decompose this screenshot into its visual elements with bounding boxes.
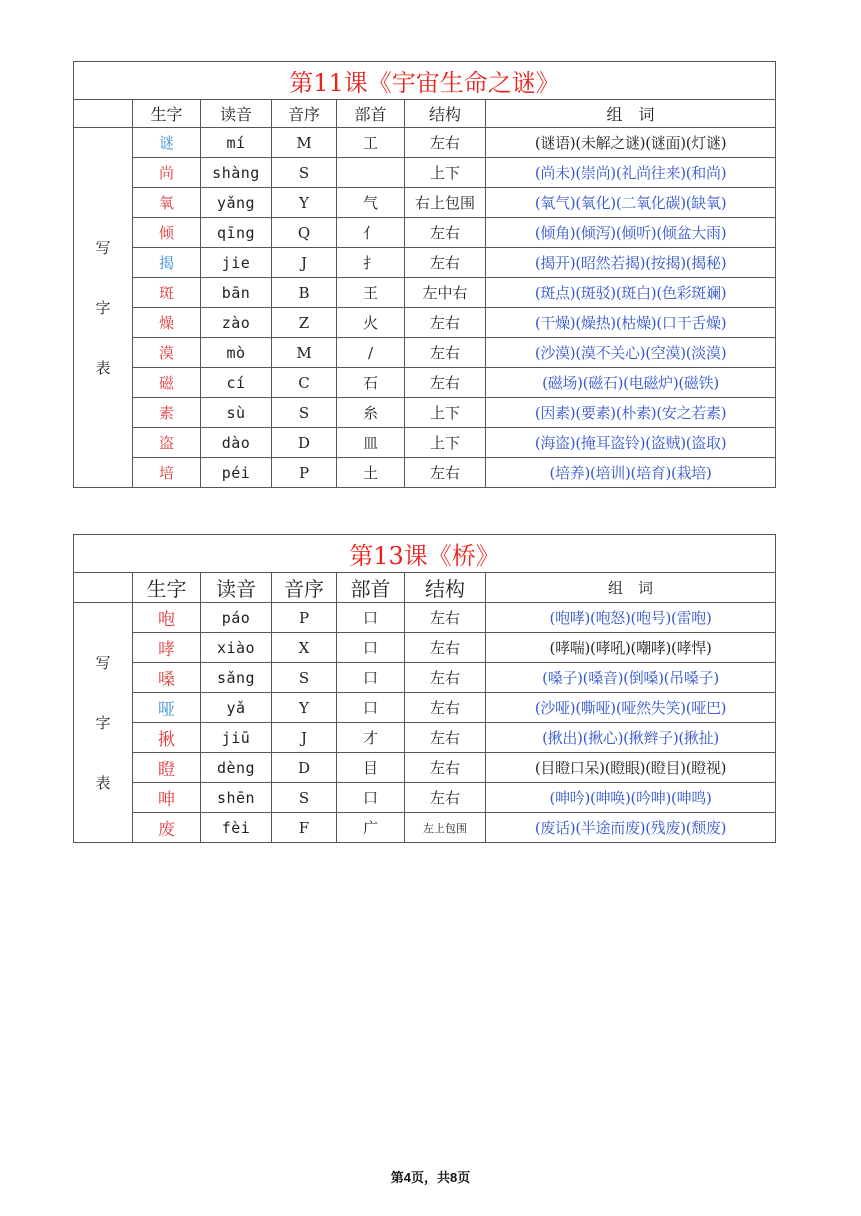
header-order: 音序 (272, 573, 337, 603)
pinyin-cell: zào (201, 308, 272, 338)
radical-cell: 糸 (337, 398, 405, 428)
pinyin-cell: bān (201, 278, 272, 308)
structure-cell: 上下 (405, 158, 486, 188)
pinyin-cell: mò (201, 338, 272, 368)
pinyin-cell: yǎng (201, 188, 272, 218)
words-cell: (因素)(要素)(朴素)(安之若素) (486, 398, 776, 428)
table-row (74, 398, 776, 428)
order-cell: Q (272, 218, 337, 248)
header-pinyin: 读音 (201, 100, 272, 128)
words-cell: (倾角)(倾泻)(倾听)(倾盆大雨) (486, 218, 776, 248)
radical-cell: 王 (337, 278, 405, 308)
table-row (74, 633, 776, 663)
lesson-title: 第11课《宇宙生命之谜》 (74, 62, 776, 100)
header-structure: 结构 (405, 100, 486, 128)
order-cell: Z (272, 308, 337, 338)
structure-cell: 左右 (405, 693, 486, 723)
table-row (74, 368, 776, 398)
header-char: 生字 (133, 100, 201, 128)
side-label-char: 字 (95, 298, 111, 317)
pinyin-cell: shēn (201, 783, 272, 813)
pinyin-cell: dào (201, 428, 272, 458)
radical-cell: 口 (337, 693, 405, 723)
table-row (74, 158, 776, 188)
pinyin-cell: jiū (201, 723, 272, 753)
header-pinyin: 读音 (201, 573, 272, 603)
table-row (74, 248, 776, 278)
pinyin-cell: xiào (201, 633, 272, 663)
table-row (74, 428, 776, 458)
char-cell: 咆 (133, 603, 201, 633)
radical-cell: 工 (337, 128, 405, 158)
order-cell: B (272, 278, 337, 308)
words-cell: (谜语)(未解之谜)(谜面)(灯谜) (486, 128, 776, 158)
side-label-char: 表 (95, 773, 111, 792)
structure-cell: 左右 (405, 723, 486, 753)
side-label (74, 603, 133, 843)
structure-cell: 左右 (405, 308, 486, 338)
radical-cell: 石 (337, 368, 405, 398)
side-label (74, 128, 133, 488)
structure-cell: 左右 (405, 128, 486, 158)
table-row (74, 218, 776, 248)
structure-cell: 左右 (405, 603, 486, 633)
header-structure: 结构 (405, 573, 486, 603)
char-cell: 漠 (133, 338, 201, 368)
structure-cell: 左右 (405, 248, 486, 278)
pinyin-cell: jie (201, 248, 272, 278)
words-cell: (揭开)(昭然若揭)(按揭)(揭秘) (486, 248, 776, 278)
pinyin-cell: shàng (201, 158, 272, 188)
words-cell: (嗓子)(嗓音)(倒嗓)(吊嗓子) (486, 663, 776, 693)
char-cell: 尚 (133, 158, 201, 188)
pinyin-cell: mí (201, 128, 272, 158)
char-cell: 倾 (133, 218, 201, 248)
char-cell: 哑 (133, 693, 201, 723)
table-row (74, 663, 776, 693)
header-words: 组 词 (486, 100, 776, 128)
words-cell: (废话)(半途而废)(残废)(颓废) (486, 813, 776, 843)
order-cell: F (272, 813, 337, 843)
char-cell: 哮 (133, 633, 201, 663)
header-blank (74, 100, 133, 128)
side-label-char: 写 (95, 653, 111, 672)
words-cell: (沙漠)(漠不关心)(空漠)(淡漠) (486, 338, 776, 368)
order-cell: Y (272, 188, 337, 218)
order-cell: M (272, 338, 337, 368)
table-row (74, 188, 776, 218)
char-cell: 磁 (133, 368, 201, 398)
order-cell: S (272, 158, 337, 188)
table-row (74, 693, 776, 723)
table-row (74, 603, 776, 633)
page-footer: 第4页，共8页 (390, 1170, 471, 1185)
side-label-char: 字 (95, 713, 111, 732)
header-row (74, 573, 776, 603)
table-body (74, 128, 776, 488)
structure-cell: 左右 (405, 338, 486, 368)
table-row (74, 753, 776, 783)
header-radical: 部首 (337, 100, 405, 128)
structure-cell: 左右 (405, 633, 486, 663)
order-cell: P (272, 458, 337, 488)
structure-cell: 左中右 (405, 278, 486, 308)
radical-cell: 土 (337, 458, 405, 488)
table-row (74, 128, 776, 158)
header-char: 生字 (133, 573, 201, 603)
order-cell: D (272, 753, 337, 783)
words-cell: (斑点)(斑驳)(斑白)(色彩斑斓) (486, 278, 776, 308)
table-row (74, 813, 776, 843)
order-cell: Y (272, 693, 337, 723)
header-radical: 部首 (337, 573, 405, 603)
table-row (74, 783, 776, 813)
char-cell: 揪 (133, 723, 201, 753)
structure-cell: 左右 (405, 458, 486, 488)
structure-cell: 左上包围 (405, 813, 486, 843)
table-row (74, 458, 776, 488)
radical-cell: 才 (337, 723, 405, 753)
words-cell: (沙哑)(嘶哑)(哑然失笑)(哑巴) (486, 693, 776, 723)
radical-cell: 火 (337, 308, 405, 338)
char-cell: 素 (133, 398, 201, 428)
order-cell: J (272, 723, 337, 753)
order-cell: S (272, 663, 337, 693)
header-blank (74, 573, 133, 603)
char-cell: 谜 (133, 128, 201, 158)
radical-cell (337, 158, 405, 188)
structure-cell: 左右 (405, 663, 486, 693)
structure-cell: 上下 (405, 428, 486, 458)
table-row (74, 278, 776, 308)
char-cell: 嗓 (133, 663, 201, 693)
char-cell: 废 (133, 813, 201, 843)
table-row (74, 723, 776, 753)
order-cell: M (272, 128, 337, 158)
char-cell: 揭 (133, 248, 201, 278)
order-cell: P (272, 603, 337, 633)
char-cell: 培 (133, 458, 201, 488)
order-cell: D (272, 428, 337, 458)
words-cell: (呻吟)(呻唤)(吟呻)(呻鸣) (486, 783, 776, 813)
pinyin-cell: páo (201, 603, 272, 633)
radical-cell: 口 (337, 633, 405, 663)
header-order: 音序 (272, 100, 337, 128)
radical-cell: / (337, 338, 405, 368)
radical-cell: 亻 (337, 218, 405, 248)
order-cell: X (272, 633, 337, 663)
header-row (74, 100, 776, 128)
radical-cell: 广 (337, 813, 405, 843)
structure-cell: 左右 (405, 218, 486, 248)
table-body (74, 603, 776, 843)
words-cell: (海盗)(掩耳盗铃)(盗贼)(盗取) (486, 428, 776, 458)
char-cell: 盗 (133, 428, 201, 458)
pinyin-cell: fèi (201, 813, 272, 843)
pinyin-cell: qīng (201, 218, 272, 248)
char-cell: 瞪 (133, 753, 201, 783)
words-cell: (咆哮)(咆怒)(咆号)(雷咆) (486, 603, 776, 633)
pinyin-cell: péi (201, 458, 272, 488)
table-row (74, 308, 776, 338)
words-cell: (培养)(培训)(培育)(栽培) (486, 458, 776, 488)
structure-cell: 左右 (405, 753, 486, 783)
char-cell: 燥 (133, 308, 201, 338)
radical-cell: 口 (337, 603, 405, 633)
words-cell: (磁场)(磁石)(电磁炉)(磁铁) (486, 368, 776, 398)
side-label-char: 写 (95, 238, 111, 257)
words-cell: (目瞪口呆)(瞪眼)(瞪目)(瞪视) (486, 753, 776, 783)
structure-cell: 上下 (405, 398, 486, 428)
radical-cell: 口 (337, 783, 405, 813)
words-cell: (氧气)(氧化)(二氧化碳)(缺氧) (486, 188, 776, 218)
char-cell: 氧 (133, 188, 201, 218)
order-cell: S (272, 398, 337, 428)
pinyin-cell: dèng (201, 753, 272, 783)
order-cell: C (272, 368, 337, 398)
radical-cell: 皿 (337, 428, 405, 458)
char-cell: 斑 (133, 278, 201, 308)
order-cell: J (272, 248, 337, 278)
words-cell: (尚未)(崇尚)(礼尚往来)(和尚) (486, 158, 776, 188)
structure-cell: 右上包围 (405, 188, 486, 218)
pinyin-cell: yǎ (201, 693, 272, 723)
words-cell: (哮喘)(哮吼)(嘲哮)(哮悍) (486, 633, 776, 663)
pinyin-cell: sù (201, 398, 272, 428)
order-cell: S (272, 783, 337, 813)
radical-cell: 扌 (337, 248, 405, 278)
table-row (74, 338, 776, 368)
char-cell: 呻 (133, 783, 201, 813)
lesson-11-table (73, 61, 776, 488)
structure-cell: 左右 (405, 783, 486, 813)
radical-cell: 目 (337, 753, 405, 783)
side-label-char: 表 (95, 358, 111, 377)
structure-cell: 左右 (405, 368, 486, 398)
lesson-title: 第13课《桥》 (74, 535, 776, 573)
header-words: 组 词 (486, 573, 776, 603)
words-cell: (干燥)(燥热)(枯燥)(口干舌燥) (486, 308, 776, 338)
words-cell: (揪出)(揪心)(揪辫子)(揪扯) (486, 723, 776, 753)
radical-cell: 气 (337, 188, 405, 218)
radical-cell: 口 (337, 663, 405, 693)
lesson-13-table (73, 534, 776, 843)
pinyin-cell: cí (201, 368, 272, 398)
pinyin-cell: sǎng (201, 663, 272, 693)
